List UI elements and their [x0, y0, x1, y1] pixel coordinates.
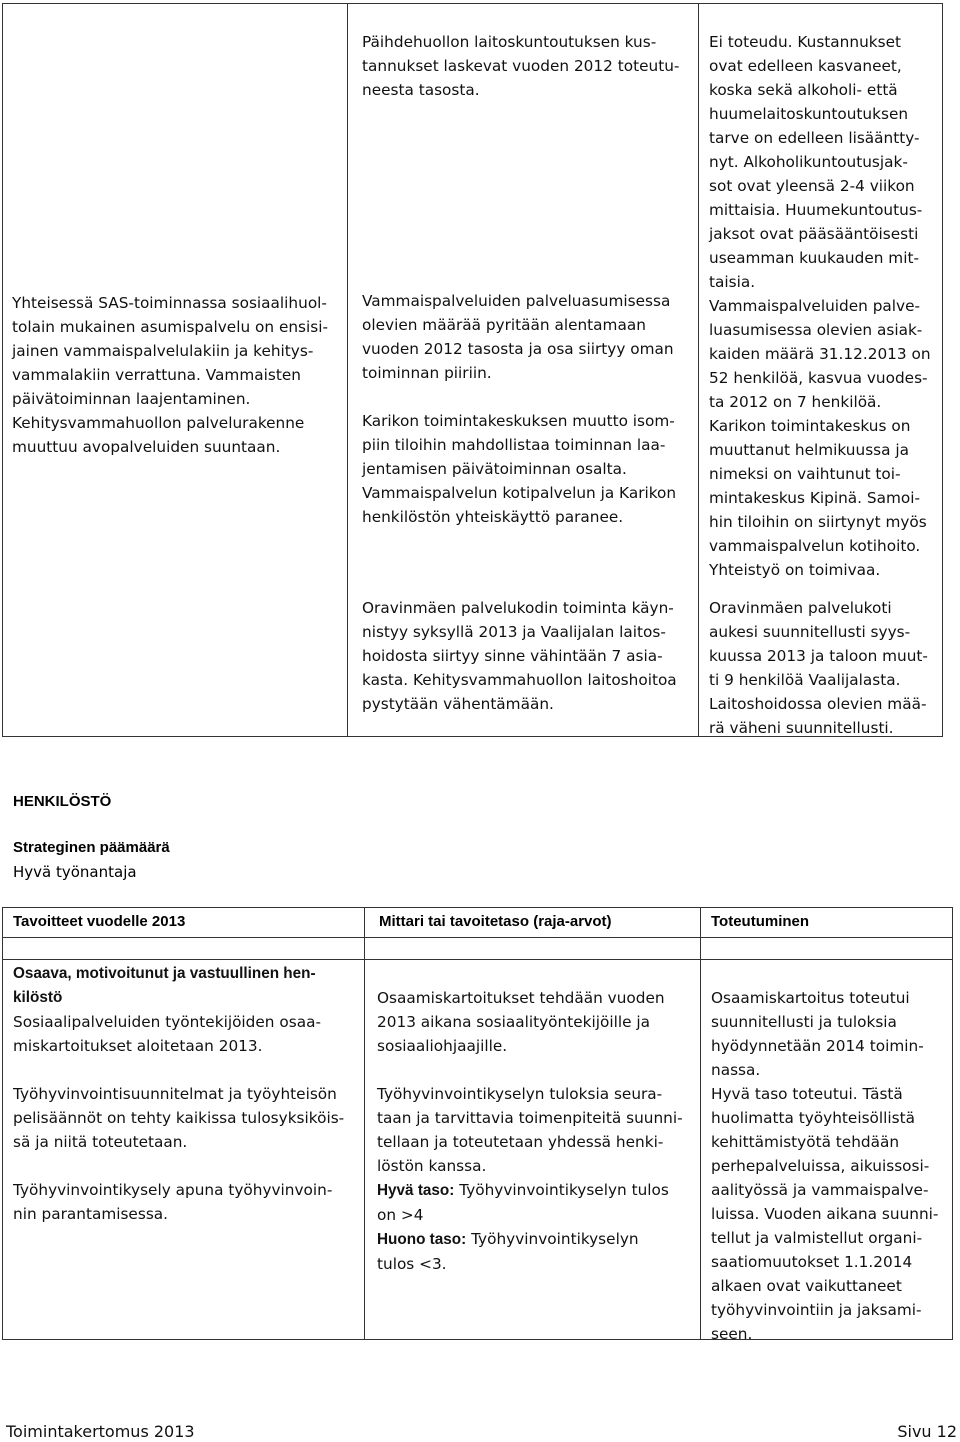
- bottom-col2-cell: [377, 986, 697, 1276]
- good-level-text: Työhyvinvointikyselyn tulos on >4: [377, 1181, 669, 1224]
- footer-document-title: Toimintakertomus 2013: [6, 1422, 195, 1441]
- top-col2-text-1: Päihdehuollon laitoskuntoutuksen kus- tannukset laskevat vuoden 2012 toteutu- neesta tasosta.: [362, 33, 680, 99]
- strategic-goal-value: Hyvä työnantaja: [13, 863, 137, 881]
- top-col2-cell-1: [362, 30, 694, 102]
- goal-text-1: Sosiaalipalveluiden työntekijöiden osaa- miskartoitukset aloitetaan 2013.: [13, 1013, 321, 1055]
- indicator-poor-level: [377, 1227, 697, 1276]
- header-realization: Toteutuminen: [711, 913, 810, 930]
- bottom-col3-cell: [711, 986, 949, 1346]
- top-col3-text-1: Ei toteudu. Kustannukset ovat edelleen kasvaneet, koska sekä alkoholi- että huumelaitoskuntoutuksen tarve on edelleen lisääntty- nyt. Alkoholikuntoutusjak- sot ovat yleensä 2-4 viikon mittaisia. Huumekuntoutus- jaksot ovat pääsääntöisesti useamman kuukauden mit- taisia.: [709, 33, 923, 291]
- top-col2-text-2: Vammaispalveluiden palveluasumisessa olevien määrää pyritään alentamaan vuoden 2012 tasosta ja osa siirtyy oman toiminnan piiriin.: [362, 292, 674, 382]
- top-col3-text-2: Vammaispalveluiden palve- luasumisessa olevien asiak- kaiden määrä 31.12.2013 on 52 henkilöä, kasvua vuodes- ta 2012 on 7 henkilöä.: [709, 297, 931, 411]
- indicator-text-2: Työhyvinvointikyselyn tuloksia seura- taan ja tarvittavia toimenpiteitä suunni- tellaan ja toteutetaan yhdessä henki- löstön kanssa.: [377, 1085, 683, 1175]
- footer-page-number: Sivu 12: [897, 1422, 957, 1441]
- top-col3-text-4: Oravinmäen palvelukoti aukesi suunnitellusti syys- kuussa 2013 ja taloon muut- ti 9 henkilöä Vaalijalasta. Laitoshoidossa olevien mää- rä väheni suunnitellusti.: [709, 599, 928, 737]
- column-divider: [700, 908, 701, 1339]
- top-col2-cell-3: [362, 409, 694, 529]
- realization-text-1: Osaamiskartoitus toteutui suunnitellusti ja tuloksia hyödynnetään 2014 toimin- nassa.: [711, 989, 924, 1079]
- header-goals: Tavoitteet vuodelle 2013: [13, 913, 186, 930]
- goal-text-2: Työhyvinvointisuunnitelmat ja työyhteisön pelisäännöt on tehty kaikissa tulosyksiköis- sä ja niitä toteutetaan.: [13, 1085, 345, 1151]
- top-col1-text-2: Kehitysvammahuollon palvelurakenne muuttuu avopalveluiden suuntaan.: [12, 414, 305, 456]
- header-divider: [3, 959, 952, 960]
- indicator-good-level: [377, 1178, 697, 1227]
- column-divider: [698, 4, 699, 736]
- column-divider: [364, 908, 365, 1339]
- indicator-text-1: Osaamiskartoitukset tehdään vuoden 2013 aikana sosiaalityöntekijöille ja sosiaaliohjaajille.: [377, 989, 665, 1055]
- bottom-table: [2, 907, 953, 1343]
- top-col1-text-1: Yhteisessä SAS-toiminnassa sosiaalihuol- tolain mukainen asumispalvelu on ensisi- jainen vammaispalvelulakiin ja kehitys- vammalakiin verrattuna. Vammaisten päivätoiminnan laajentaminen.: [12, 294, 329, 408]
- header-divider: [3, 937, 952, 938]
- top-col3-text-3: Karikon toimintakeskus on muuttanut helmikuussa ja nimeksi on vaihtunut toi- mintakeskus Kipinä. Samoi- hin tiloihin on siirtynyt myös vammaispalvelun kotihoito. Yhteistyö on toimivaa.: [709, 417, 927, 579]
- top-col2-cell-2: [362, 289, 694, 385]
- poor-level-text: Työhyvinvointikyselyn tulos <3.: [377, 1230, 639, 1273]
- strategic-goal-label: Strateginen päämäärä: [13, 839, 170, 856]
- goal-text-3: Työhyvinvointikysely apuna työhyvinvoin- nin parantamisessa.: [13, 1181, 333, 1223]
- good-level-label: Hyvä taso:: [377, 1182, 455, 1199]
- top-col3-cell-2: [709, 596, 941, 740]
- top-col2-text-4: Oravinmäen palvelukodin toiminta käyn- nistyy syksyllä 2013 ja Vaalijalan laitos- hoidosta siirtyy sinne vähintään 7 asia- kasta. Kehitysvammahuollon laitoshoitoa pystytään vähentämään.: [362, 599, 677, 713]
- realization-text-2: Hyvä taso toteutui. Tästä huolimatta työyhteisöllistä kehittämistyötä tehdään perhepalveluissa, aikuissosi- aalityössä ja vammaispalve- luissa. Vuoden aikana suunni- tellut ja valmistellut organi- saatiomuutokset 1.1.2014 alkaen ovat vaikuttaneet työhyvinvointiin ja jaksami- seen.: [711, 1085, 939, 1343]
- top-col3-cell-1: [709, 30, 941, 582]
- top-col1-cell: [12, 291, 342, 459]
- top-table: [2, 3, 943, 737]
- poor-level-label: Huono taso:: [377, 1231, 467, 1248]
- section-title: HENKILÖSTÖ: [13, 793, 112, 810]
- goal-title: Osaava, motivoitunut ja vastuullinen hen- kilöstö: [13, 965, 316, 1006]
- column-divider: [347, 4, 348, 736]
- header-indicator: Mittari tai tavoitetaso (raja-arvot): [379, 913, 612, 930]
- top-col2-text-3: Karikon toimintakeskuksen muutto isom- piin tiloihin mahdollistaa toiminnan laa- jentamisen päivätoiminnan osalta. Vammaispalvelun kotipalvelun ja Karikon henkilöstön yhteiskäyttö paranee.: [362, 412, 677, 526]
- bottom-col1-cell: [13, 962, 359, 1226]
- top-col2-cell-4: [362, 596, 694, 716]
